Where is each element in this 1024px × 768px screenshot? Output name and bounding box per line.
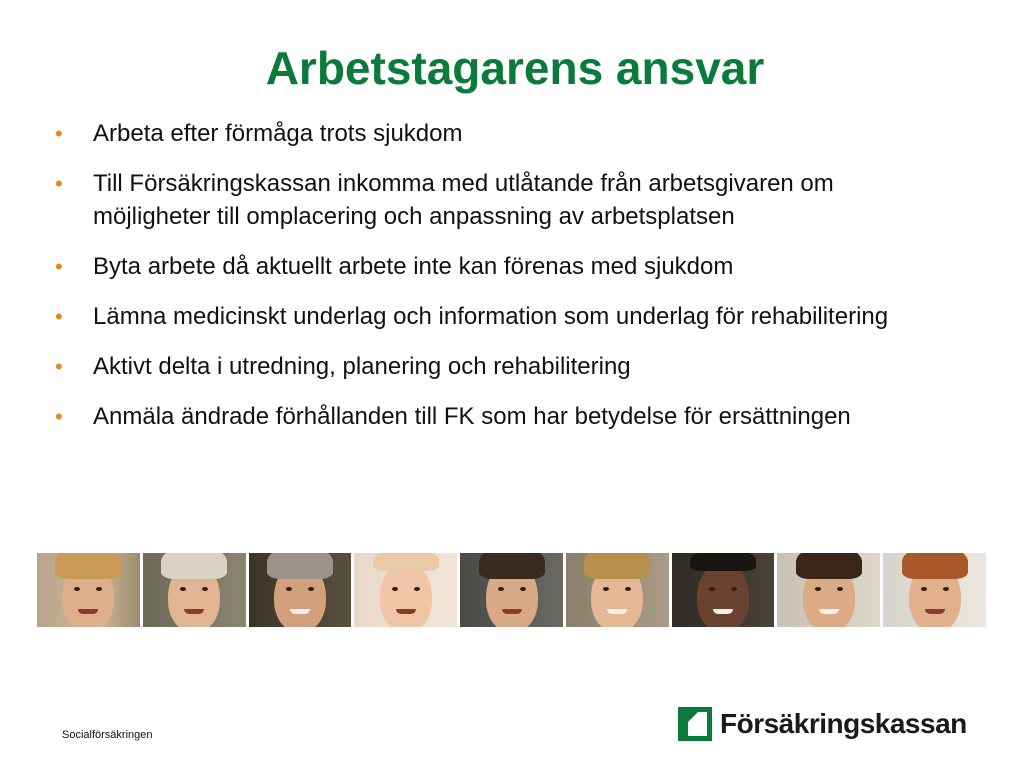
bullet-icon: •	[55, 121, 63, 146]
bullet-icon: •	[55, 171, 63, 196]
bullet-text: Lämna medicinskt underlag och information som underlag för rehabilitering	[93, 303, 889, 330]
bullet-item	[55, 167, 955, 233]
bullet-item	[55, 300, 955, 333]
bullet-icon: •	[55, 304, 63, 329]
bullet-text: Aktivt delta i utredning, planering och rehabilitering	[93, 353, 631, 380]
bullet-text: Till Försäkringskassan inkomma med utlåtande från arbetsgivaren om möjligheter till omplacering och anpassning av arbetsplatsen	[93, 170, 834, 230]
bullet-list	[55, 117, 955, 450]
logo-wordmark: Försäkringskassan	[720, 708, 967, 739]
bullet-text: Arbeta efter förmåga trots sjukdom	[93, 120, 463, 147]
portrait-photo-older-man	[249, 553, 352, 627]
bullet-item	[55, 400, 955, 433]
bullet-text: Byta arbete då aktuellt arbete inte kan förenas med sjukdom	[93, 253, 734, 280]
portrait-photo-bearded-man	[460, 553, 563, 627]
portrait-photo-woman-dark-hair	[777, 553, 880, 627]
bullet-item	[55, 350, 955, 383]
portrait-photo-red-haired-man	[883, 553, 986, 627]
forsakringskassan-logo	[678, 704, 967, 744]
portrait-photo-woman-glasses	[566, 553, 669, 627]
portrait-photo-woman-blonde	[37, 553, 140, 627]
portrait-photo-baby	[354, 553, 457, 627]
bullet-item	[55, 250, 955, 283]
bullet-icon: •	[55, 354, 63, 379]
bullet-icon: •	[55, 254, 63, 279]
portrait-photo-young-man	[143, 553, 246, 627]
bullet-item	[55, 117, 955, 150]
slide-title: Arbetstagarens ansvar	[265, 42, 765, 94]
bullet-icon: •	[55, 404, 63, 429]
portrait-photo-smiling-man	[672, 553, 775, 627]
bullet-text: Anmäla ändrade förhållanden till FK som har betydelse för ersättningen	[93, 403, 851, 430]
forsakringskassan-logo-icon	[678, 707, 712, 741]
portrait-photo-strip	[37, 553, 986, 627]
footer-label: Socialförsäkringen	[62, 729, 153, 741]
